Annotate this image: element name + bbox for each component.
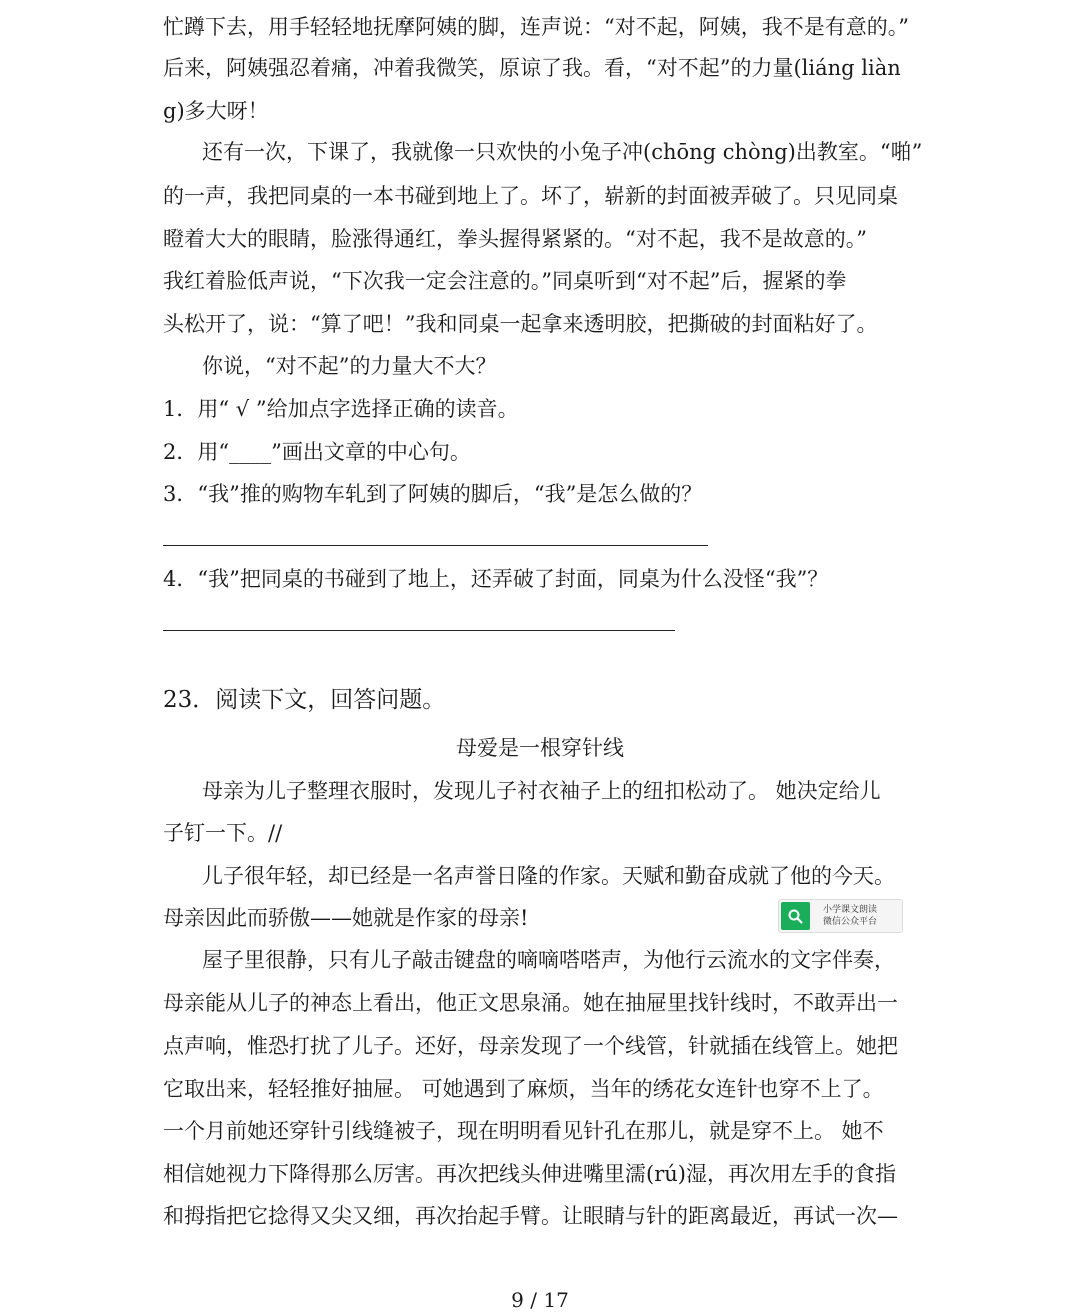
search-icon [781, 902, 810, 930]
passage-line-9: 一个月前她还穿针引线缝被子，现在明明看见针孔在那儿，就是穿不上。 她不 [163, 1119, 884, 1143]
passage-title: 母爱是一根穿针线 [456, 736, 624, 760]
watermark-text [823, 904, 877, 928]
page-number: 9 / 17 [511, 1288, 569, 1312]
question-3: 3．“我”推的购物车轧到了阿姨的脚后，“我”是怎么做的？ [163, 482, 703, 506]
passage-line-11: 和拇指把它捻得又尖又细，再次抬起手臂。让眼睛与针的距离最近，再试一次— [163, 1204, 898, 1228]
passage-line-4: 母亲因此而骄傲——她就是作家的母亲! [163, 906, 529, 930]
question-1: 1．用“ √ ”给加点字选择正确的读音。 [163, 397, 519, 421]
passage-line-10: 相信她视力下降得那么厉害。再次把线头伸进嘴里濡(rú)湿，再次用左手的食指 [163, 1162, 896, 1186]
story-line-5: 的一声，我把同桌的一本书碰到地上了。坏了，崭新的封面被弄破了。只见同桌 [163, 184, 898, 208]
question-23-heading: 23．阅读下文，回答问题。 [163, 687, 446, 713]
passage-line-1: 母亲为儿子整理衣服时，发现儿子衬衣袖子上的纽扣松动了。 她决定给儿 [202, 779, 881, 803]
story-line-8: 头松开了，说：“算了吧！”我和同桌一起拿来透明胶，把撕破的封面粘好了。 [163, 312, 878, 336]
answer-line-4[interactable] [163, 630, 675, 631]
passage-line-3: 儿子很年轻，却已经是一名声誉日隆的作家。天赋和勤奋成就了他的今天。 [202, 864, 895, 888]
story-line-7: 我红着脸低声说，“下次我一定会注意的。”同桌听到“对不起”后，握紧的拳 [163, 269, 847, 293]
story-line-2: 后来，阿姨强忍着痛，冲着我微笑，原谅了我。看，“对不起”的力量(liáng liàn [163, 56, 901, 80]
watermark-badge [778, 899, 903, 933]
question-4: 4．“我”把同桌的书碰到了地上，还弄破了封面，同桌为什么没怪“我”？ [163, 567, 829, 591]
watermark-line-1: 小学课文朗读 [823, 905, 878, 915]
question-2: 2．用“____”画出文章的中心句。 [163, 440, 471, 464]
passage-line-6: 母亲能从儿子的神态上看出，他正文思泉涌。她在抽屉里找针线时，不敢弄出一 [163, 991, 898, 1015]
passage-line-8: 它取出来，轻轻推好抽屉。 可她遇到了麻烦，当年的绣花女连针也穿不上了。 [163, 1077, 884, 1101]
story-line-6: 瞪着大大的眼睛，脸涨得通红，拳头握得紧紧的。“对不起，我不是故意的。” [163, 227, 867, 251]
story-line-4: 还有一次，下课了，我就像一只欢快的小兔子冲(chōng chòng)出教室。“啪” [202, 140, 922, 164]
story-line-3: g)多大呀！ [163, 99, 269, 123]
story-line-9: 你说，“对不起”的力量大不大？ [202, 354, 497, 378]
passage-line-7: 点声响，惟恐打扰了儿子。还好，母亲发现了一个线管，针就插在线管上。她把 [163, 1034, 898, 1058]
answer-line-3[interactable] [163, 545, 708, 546]
passage-line-2: 子钉一下。// [163, 821, 283, 845]
story-line-1: 忙蹲下去，用手轻轻地抚摩阿姨的脚，连声说：“对不起，阿姨，我不是有意的。” [163, 15, 909, 39]
passage-line-5: 屋子里很静，只有儿子敲击键盘的嘀嘀嗒嗒声，为他行云流水的文字伴奏， [202, 948, 895, 972]
watermark-line-2: 微信公众平台 [823, 917, 878, 927]
